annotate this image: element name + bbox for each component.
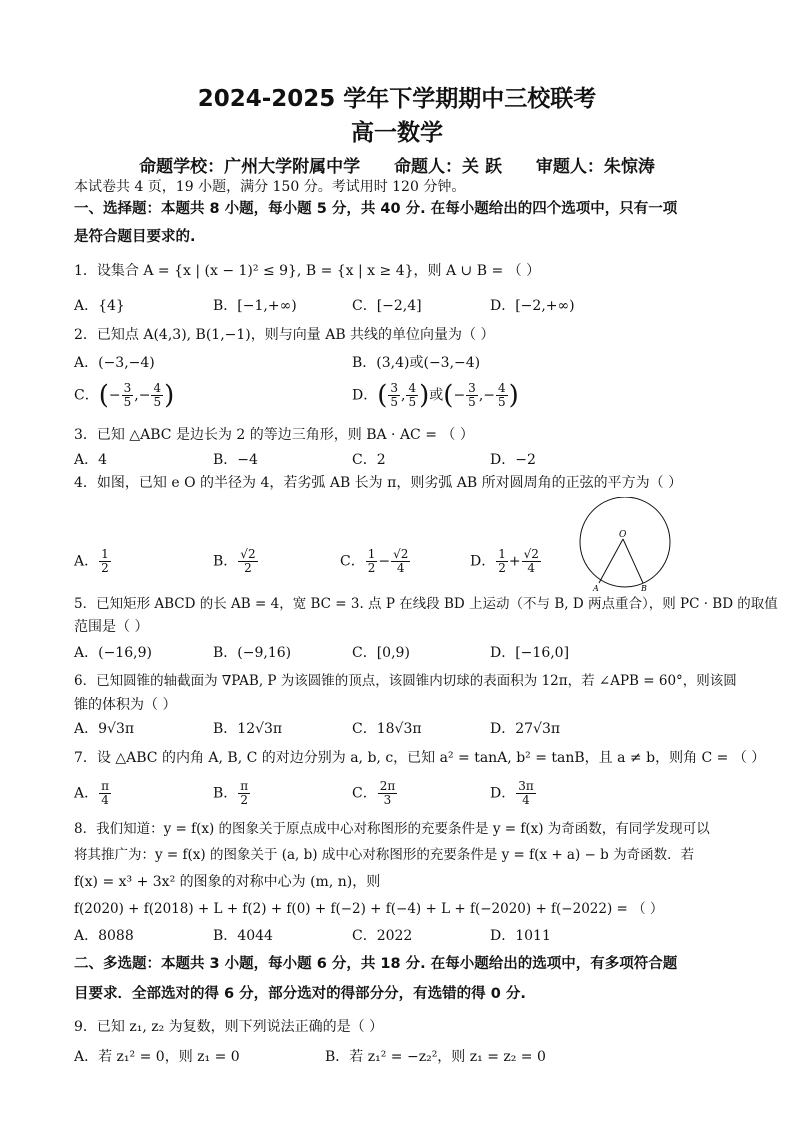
q8-option-a: A．8088 [74, 928, 134, 944]
q7-option-b: B． $\frac{\pi}{2}$ [213, 779, 249, 807]
exam-subject: 高一数学 [351, 120, 443, 146]
q2-option-c: C．(− $\frac{3}{5}$ ,− $\frac{4}{5}$ ) [74, 380, 175, 411]
q2-option-b: B．(3,4)或(−3,−4) [352, 355, 481, 371]
radius-oa [599, 539, 623, 583]
q1-option-d: D．[−2,+∞) [490, 298, 575, 314]
figure-label-b: B [641, 584, 647, 592]
q9-option-b: B．若 z₁² = −z₂²，则 z₁ = z₂ = 0 [325, 1049, 546, 1065]
q4-option-b: B． $\frac{√2}{2}$ [213, 547, 256, 575]
q9-option-a: A．若 z₁² = 0，则 z₁ = 0 [74, 1049, 240, 1065]
q5-option-d: D．[−16,0] [490, 645, 570, 661]
q7-option-c: C． $\frac{2\pi}{3}$ [352, 779, 396, 807]
q6-option-a: A．9√3π [74, 721, 135, 737]
q8-option-c: C．2022 [352, 928, 413, 944]
q5-option-c: C．[0,9) [352, 645, 410, 661]
q8-stem-line4: f(2020) + f(2018) + L + f(2) + f(0) + f(−2) + f(−4) + L + f(−2020) + f(−2022) = （ ） [74, 901, 664, 917]
exam-intro: 本试卷共 4 页，19 小题，满分 150 分。考试用时 120 分钟。 [74, 179, 466, 195]
q8-stem-line2: 将其推广为：y = f(x) 的图象关于 (a, b) 成中心对称图形的充要条件是 y = f(x + a) − b 为奇函数．若 [74, 847, 695, 863]
q6-option-b: B．12√3π [213, 721, 283, 737]
q7-option-a: A． $\frac{\pi}{4}$ [74, 779, 110, 807]
q8-stem-line3: f(x) = x³ + 3x² 的图象的对称中心为 (m, n)，则 [74, 874, 381, 890]
exam-credits [0, 152, 794, 177]
exam-title: 2024-2025 学年下学期期中三校联考 [197, 86, 597, 112]
q4-stem: 4．如图，已知 e O 的半径为 4，若劣弧 AB 长为 π，则劣弧 AB 所对圆周角的正弦的平方为（ ） [74, 475, 683, 491]
q1-option-c: C．[−2,4] [352, 298, 422, 314]
q4-option-d: D． $\frac{1}{2}$ + $\frac{√2}{4}$ [470, 547, 539, 575]
section2-heading-line1: 二、多选题：本题共 3 小题，每小题 6 分，共 18 分. 在每小题给出的选项中，有多项符合题 [74, 956, 678, 972]
credit-reviewer: 审题人：朱惊涛 [535, 157, 655, 177]
circle-figure [575, 497, 675, 592]
q7-option-d: D． $\frac{3\pi}{4}$ [490, 779, 534, 807]
q6-stem-line2: 锥的体积为（ ） [74, 697, 177, 713]
section1-heading-line1: 一、选择题：本题共 8 小题，每小题 5 分，共 40 分. 在每小题给出的四个选项中，只有一项 [74, 201, 678, 217]
q1-option-a: A．{4} [74, 298, 125, 314]
q3-stem: 3．已知 △ABC 是边长为 2 的等边三角形，则 BA · AC = （ ） [74, 427, 474, 443]
q4-option-c: C． $\frac{1}{2}$ − $\frac{√2}{4}$ [340, 547, 409, 575]
q3-option-d: D．−2 [490, 452, 536, 468]
circle-outline [580, 497, 670, 587]
credit-school: 命题学校：广州大学附属中学 [139, 157, 361, 177]
q2-option-d: D．( $\frac{3}{5}$ , $\frac{4}{5}$ )或(− $\frac{3}{5}$ ,− $\frac{4}{5}$ ) [352, 380, 519, 411]
figure-label-o: O [619, 530, 627, 540]
q8-option-b: B．4044 [213, 928, 273, 944]
q2-stem: 2．已知点 A(4,3), B(1,−1)，则与向量 AB 共线的单位向量为（ ） [74, 327, 495, 343]
q5-option-b: B．(−9,16) [213, 645, 292, 661]
radius-ob [623, 539, 643, 583]
q1-option-b: B．[−1,+∞) [213, 298, 297, 314]
figure-label-a: A [593, 584, 599, 592]
q6-option-d: D．27√3π [490, 721, 561, 737]
section2-heading-line2: 目要求．全部选对的得 6 分，部分选对的得部分分，有选错的得 0 分. [74, 986, 526, 1002]
q8-stem-line1: 8．我们知道：y = f(x) 的图象关于原点成中心对称图形的充要条件是 y = f(x) 为奇函数，有同学发现可以 [74, 821, 710, 837]
q9-stem: 9．已知 z₁, z₂ 为复数，则下列说法正确的是（ ） [74, 1019, 384, 1035]
q4-option-a: A． $\frac{1}{2}$ [74, 547, 109, 575]
q3-option-c: C．2 [352, 452, 386, 468]
q2-option-a: A．(−3,−4) [74, 355, 155, 371]
q6-option-c: C．18√3π [352, 721, 422, 737]
q7-stem: 7．设 △ABC 的内角 A, B, C 的对边分别为 a, b, c，已知 a² = tanA, b² = tanB，且 a ≠ b，则角 C = （ ） [74, 750, 766, 766]
q6-stem-line1: 6．已知圆锥的轴截面为 ∇PAB, P 为该圆锥的顶点，该圆锥内切球的表面积为 12π，若 ∠APB = 60°，则该圆 [74, 673, 737, 689]
credit-author: 命题人：关 跃 [394, 157, 502, 177]
q8-option-d: D．1011 [490, 928, 551, 944]
q5-option-a: A．(−16,9) [74, 645, 152, 661]
q1-stem: 1．设集合 A = {x | (x − 1)² ≤ 9}, B = {x | x ≥ 4}，则 A ∪ B = （ ） [74, 263, 541, 279]
section1-heading-line2: 是符合题目要求的. [74, 229, 196, 245]
q5-stem-line1: 5．已知矩形 ABCD 的长 AB = 4，宽 BC = 3. 点 P 在线段 BD 上运动（不与 B, D 两点重合），则 PC · BD 的取值 [74, 596, 778, 612]
q3-option-b: B．−4 [213, 452, 258, 468]
q3-option-a: A．4 [74, 452, 108, 468]
q5-stem-line2: 范围是（ ） [74, 619, 149, 635]
